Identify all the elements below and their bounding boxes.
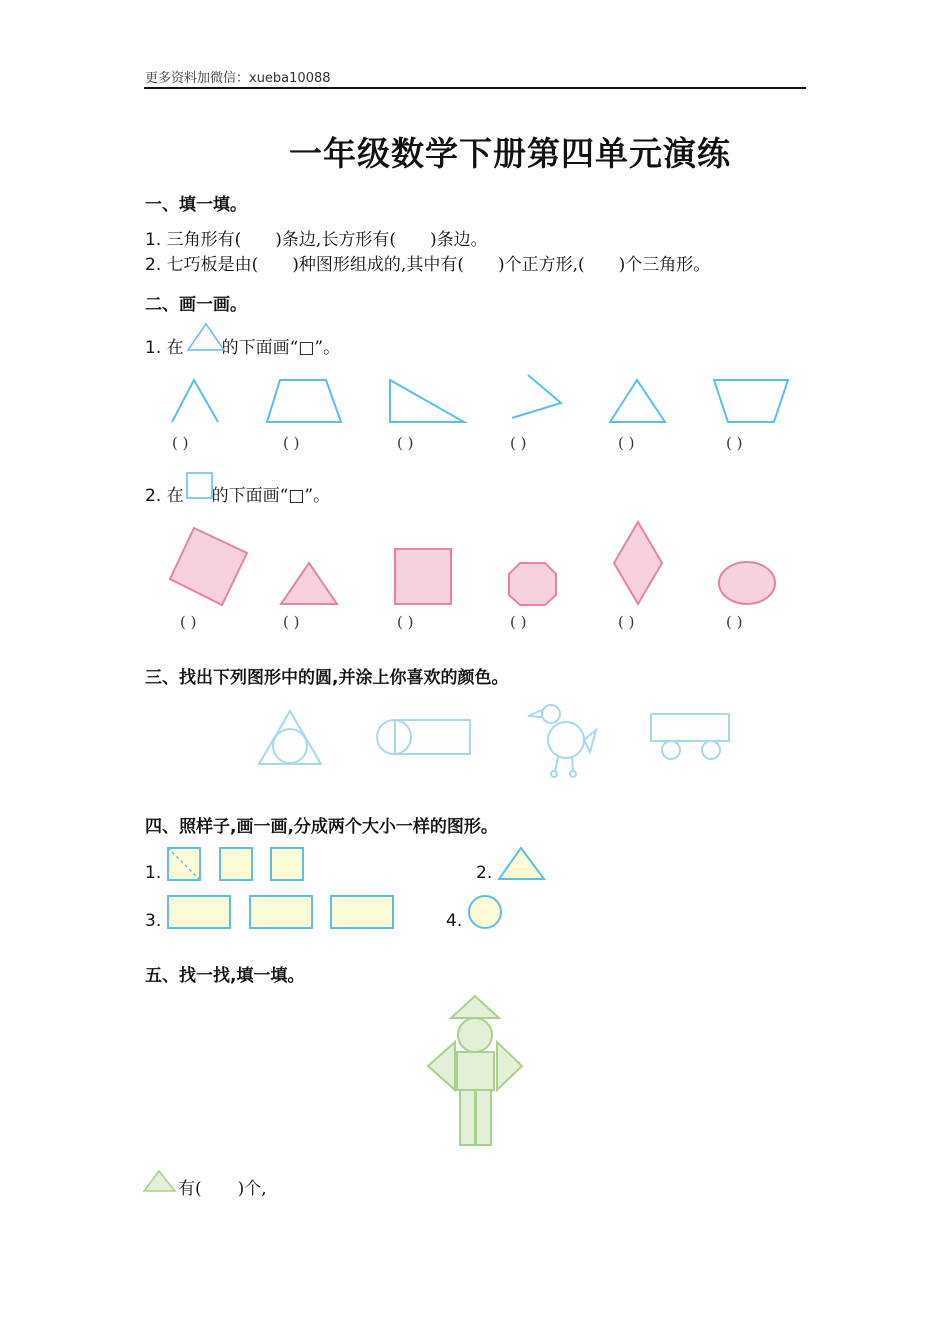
q-text-d: )个三角形。: [618, 255, 711, 275]
answer-paren[interactable]: ( ): [397, 613, 414, 631]
left-leg-rectangle-icon: [460, 1090, 475, 1145]
q-text-pre: 在: [166, 338, 184, 358]
section-1-heading: 一、填一填。: [145, 195, 247, 215]
head-circle-icon: [458, 1018, 492, 1052]
answer-paren[interactable]: ( ): [283, 613, 300, 631]
question-number: 2.: [145, 255, 162, 275]
rectangle-icon: [250, 896, 312, 928]
q-text-c: )条边。: [429, 230, 488, 250]
circle-icon: [469, 896, 501, 928]
checkbox-mark: □: [298, 338, 315, 358]
item-number-4: 4.: [446, 911, 463, 931]
right-arm-triangle-icon: [497, 1042, 522, 1090]
robot-figure: [0, 990, 950, 1160]
q-text-c: )个正方形,(: [497, 255, 585, 275]
answer-paren[interactable]: ( ): [397, 434, 414, 452]
item-number-1: 1.: [145, 863, 162, 883]
rectangle-icon: [331, 896, 393, 928]
open-angle-icon: [512, 375, 561, 418]
triangle-icon: [610, 380, 665, 422]
answer-paren[interactable]: ( ): [180, 613, 197, 631]
answer-paren[interactable]: ( ): [726, 434, 743, 452]
answer-paren[interactable]: ( ): [172, 434, 189, 452]
answer-paren[interactable]: ( ): [618, 613, 635, 631]
page-title: 一年级数学下册第四单元演练: [289, 134, 731, 173]
bird-figure-icon: [528, 705, 596, 777]
right-leg-rectangle-icon: [476, 1090, 491, 1145]
section-5-heading: 五、找一找,填一填。: [145, 966, 305, 986]
square-icon: [271, 848, 303, 880]
rectangle-icon: [168, 896, 230, 928]
header-rule: [144, 87, 806, 89]
q-text-a: 七巧板是由(: [166, 255, 259, 275]
answer-paren[interactable]: ( ): [510, 613, 527, 631]
octagon-icon: [509, 563, 556, 605]
question-1-1: [145, 225, 488, 250]
shape-row-1: [0, 370, 950, 430]
square-icon: [220, 848, 252, 880]
question-number: 1.: [145, 338, 162, 358]
item-number-3: 3.: [145, 911, 162, 931]
answer-paren[interactable]: ( ): [283, 434, 300, 452]
question-number: 2.: [145, 486, 162, 506]
rhombus-icon: [614, 522, 662, 604]
q-text-b: )种图形组成的,其中有(: [292, 255, 464, 275]
hat-triangle-icon: [451, 996, 499, 1018]
circle-figures: [0, 700, 950, 790]
q-text-b: )条边,长方形有(: [275, 230, 396, 250]
triangle-icon: [143, 1169, 177, 1193]
square-icon: [186, 472, 214, 500]
q-text-end: ”。: [304, 486, 331, 506]
ellipse-icon: [719, 562, 775, 604]
item-number-2: 2.: [476, 863, 493, 883]
q-text-post: 的下面画“: [221, 338, 299, 358]
q-text-post: 的下面画“: [211, 486, 289, 506]
open-angle-icon: [172, 380, 218, 422]
section-5-answer: [178, 1174, 267, 1199]
triangle-with-circle-icon: [259, 711, 321, 764]
answer-paren[interactable]: ( ): [510, 434, 527, 452]
question-number: 1.: [145, 230, 162, 250]
division-shapes: [0, 840, 950, 940]
shape-row-2: [0, 515, 950, 615]
answer-paren[interactable]: ( ): [618, 434, 635, 452]
section-4-heading: 四、照样子,画一画,分成两个大小一样的图形。: [145, 817, 498, 837]
answer-text-a: 有(: [178, 1179, 202, 1199]
answer-paren[interactable]: ( ): [726, 613, 743, 631]
inverted-trapezoid-icon: [714, 380, 788, 422]
q-text-end: ”。: [314, 338, 341, 358]
rectangle-with-circle-icon: [377, 720, 470, 754]
cart-figure-icon: [651, 714, 729, 759]
q-text-pre: 在: [166, 486, 184, 506]
question-1-2: [145, 250, 710, 275]
question-2-2: [145, 481, 330, 506]
right-triangle-icon: [390, 380, 464, 422]
triangle-icon: [281, 563, 337, 604]
square-icon: [395, 549, 451, 604]
triangle-icon: [499, 848, 544, 879]
header-note: 更多资料加微信：xueba10088: [145, 71, 331, 86]
tilted-square-icon: [170, 528, 247, 605]
section-3-heading: 三、找出下列图形中的圆,并涂上你喜欢的颜色。: [145, 668, 509, 688]
checkbox-mark: □: [288, 486, 305, 506]
section-2-heading: 二、画一画。: [145, 295, 247, 315]
body-rectangle-icon: [457, 1052, 494, 1090]
triangle-icon: [186, 322, 226, 352]
q-text-a: 三角形有(: [166, 230, 242, 250]
left-arm-triangle-icon: [428, 1042, 455, 1090]
question-2-1: [145, 333, 340, 358]
trapezoid-icon: [267, 380, 341, 422]
answer-text-b: )个,: [237, 1179, 267, 1199]
